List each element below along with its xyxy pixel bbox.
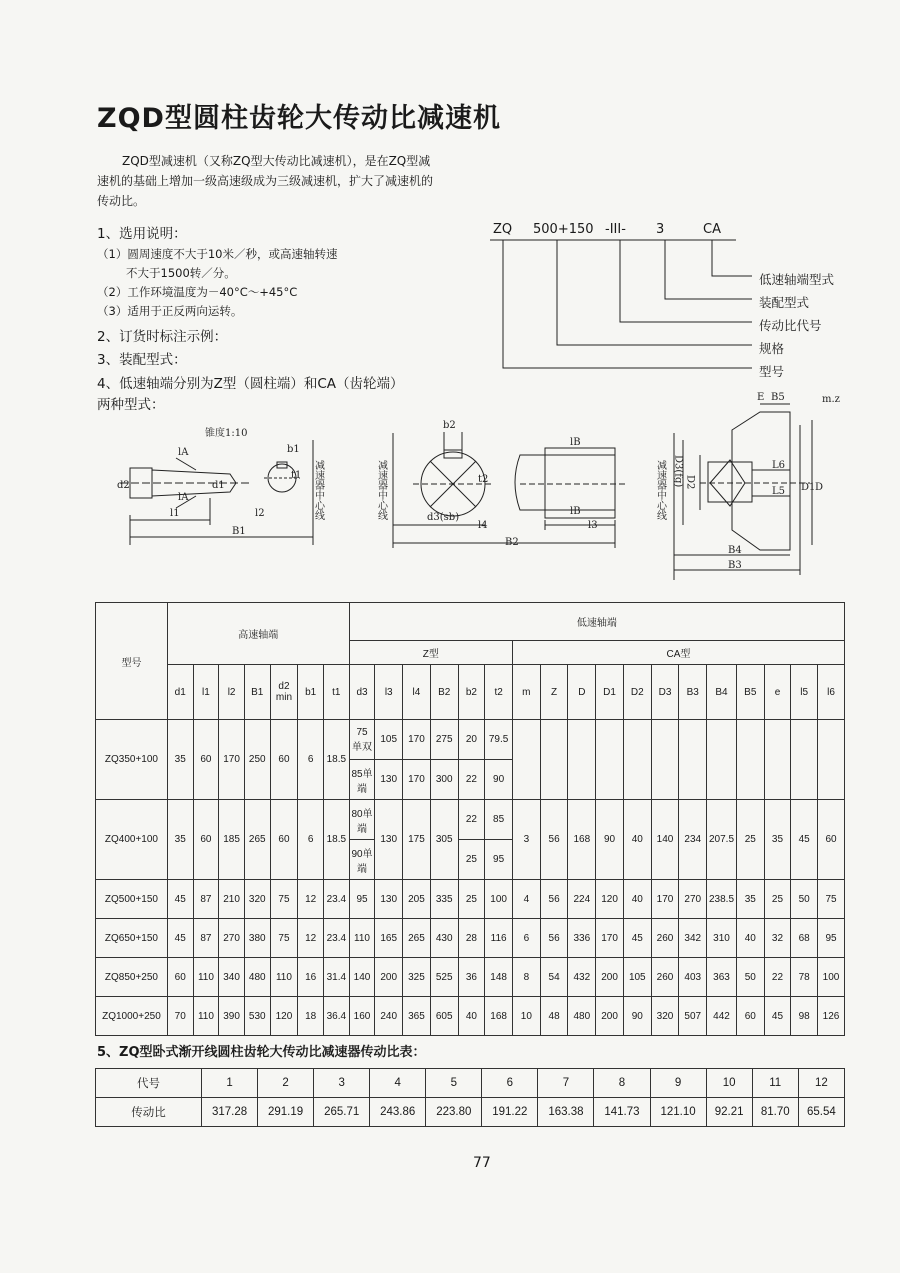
header-ca-type: CA型 (512, 641, 844, 665)
value-cell: 432 (568, 958, 596, 997)
intro-paragraph: ZQD型减速机（又称ZQ型大传动比减速机），是在ZQ型减速机的基础上增加一级高速级成为三级减速机，扩大了减速机的传动比。 (97, 154, 434, 208)
ratio-value-cell: 163.38 (538, 1098, 594, 1127)
legend-model: 型号 (759, 364, 785, 379)
col-e: e (764, 665, 791, 720)
col-B1: B1 (244, 665, 270, 720)
col-D3: D3 (651, 665, 679, 720)
ratio-code-cell: 10 (706, 1069, 752, 1098)
legend-ratio-code: 传动比代号 (759, 318, 822, 333)
value-cell: 45 (167, 919, 193, 958)
value-cell: 12 (298, 919, 324, 958)
lbl-d3sb: d3(sb) (427, 512, 460, 523)
value-cell: 200 (596, 958, 624, 997)
lbl-b1-key: b1 (287, 444, 300, 455)
lbl-b2-width: B2 (505, 537, 519, 548)
table-row (96, 958, 845, 997)
value-cell: 22 (764, 958, 791, 997)
value-cell: 75 (818, 880, 845, 919)
ratio-value-cell: 223.80 (426, 1098, 482, 1127)
value-cell: 170 (651, 880, 679, 919)
lbl-b1: B1 (232, 526, 246, 537)
lbl-D1: D1 (801, 482, 816, 493)
table-row: 85单 端 130 170 300 22 90 (96, 760, 845, 800)
value-cell: 28 (458, 919, 485, 958)
value-cell: 320 (244, 880, 270, 919)
value-cell: 238.5 (707, 880, 737, 919)
ratio-code-cell: 11 (752, 1069, 798, 1098)
ratio-value-cell: 81.70 (752, 1098, 798, 1127)
value-cell: 342 (679, 919, 707, 958)
lbl-D: D (815, 482, 824, 493)
ratio-code-cell: 3 (314, 1069, 370, 1098)
value-cell: 100 (485, 880, 513, 919)
value-cell: 95 (818, 919, 845, 958)
lbl-center-line-2: 减速器中心线 (375, 460, 387, 520)
lbl-l1: l1 (170, 508, 180, 519)
header-z-type: Z型 (349, 641, 512, 665)
code-part-ratio: -III- (605, 222, 626, 237)
value-cell: 87 (193, 880, 219, 919)
model-cell: ZQ500+150 (96, 880, 168, 919)
value-cell: 200 (375, 958, 403, 997)
value-cell: 525 (430, 958, 458, 997)
value-cell: 260 (651, 958, 679, 997)
table-row: ZQ400+100 35 60 185 265 60 6 18.5 80单 端 130 175 305 22 85 3 56 168 90 40 140 234 207.5 25 35 45 60 (96, 800, 845, 840)
col-l5: l5 (791, 665, 818, 720)
value-cell: 8 (512, 958, 540, 997)
value-cell: 110 (193, 958, 219, 997)
value-cell: 116 (485, 919, 513, 958)
technical-drawings (0, 0, 900, 600)
value-cell: 110 (349, 919, 375, 958)
value-cell: 56 (540, 919, 568, 958)
value-cell: 320 (651, 997, 679, 1036)
value-cell: 45 (623, 919, 651, 958)
value-cell: 130 (375, 880, 403, 919)
value-cell: 605 (430, 997, 458, 1036)
value-cell: 325 (403, 958, 431, 997)
value-cell: 75 (270, 919, 298, 958)
legend-spec: 规格 (759, 341, 785, 356)
value-cell: 31.4 (324, 958, 350, 997)
ratio-value-cell: 291.19 (258, 1098, 314, 1127)
value-cell: 260 (651, 919, 679, 958)
value-cell: 310 (707, 919, 737, 958)
value-cell: 480 (568, 997, 596, 1036)
ratio-value-cell: 265.71 (314, 1098, 370, 1127)
lbl-L5: L5 (772, 486, 786, 497)
dimension-table (95, 602, 845, 1036)
table-row (96, 880, 845, 919)
value-cell: 110 (193, 997, 219, 1036)
value-cell: 270 (219, 919, 245, 958)
ratio-value-row (96, 1098, 845, 1127)
col-m: m (512, 665, 540, 720)
lbl-lb-top: lB (570, 437, 581, 448)
section-3-heading: 3、装配型式： (97, 352, 187, 368)
ratio-value-cell: 141.73 (594, 1098, 650, 1127)
value-cell: 200 (596, 997, 624, 1036)
col-b2: b2 (458, 665, 485, 720)
value-cell: 120 (270, 997, 298, 1036)
lbl-d3fg: D3(fg) (672, 455, 684, 488)
value-cell: 36.4 (324, 997, 350, 1036)
col-Z: Z (540, 665, 568, 720)
value-cell: 35 (736, 880, 764, 919)
ratio-value-label: 传动比 (96, 1098, 202, 1127)
value-cell: 105 (623, 958, 651, 997)
lbl-l4: l4 (478, 520, 488, 531)
value-cell: 442 (707, 997, 737, 1036)
ratio-value-cell: 317.28 (202, 1098, 258, 1127)
value-cell: 430 (430, 919, 458, 958)
value-cell: 75 (270, 880, 298, 919)
value-cell: 60 (167, 958, 193, 997)
header-model: 型号 (96, 603, 168, 720)
ratio-code-cell: 12 (798, 1069, 844, 1098)
col-D: D (568, 665, 596, 720)
ratio-code-row (96, 1069, 845, 1098)
col-B2: B2 (430, 665, 458, 720)
value-cell: 336 (568, 919, 596, 958)
value-cell: 25 (458, 880, 485, 919)
value-cell: 68 (791, 919, 818, 958)
value-cell: 168 (485, 997, 513, 1036)
lbl-center-line-3: 减速器中心线 (654, 460, 666, 520)
lbl-d1: d1 (212, 480, 225, 491)
col-B5: B5 (736, 665, 764, 720)
lbl-d2: d2 (117, 480, 130, 491)
value-cell: 530 (244, 997, 270, 1036)
col-d1: d1 (167, 665, 193, 720)
col-B4: B4 (707, 665, 737, 720)
code-part-size: 500+150 (533, 222, 594, 237)
ratio-code-cell: 6 (482, 1069, 538, 1098)
note-3: （3）适用于正反两向运转。 (97, 304, 243, 318)
lbl-mz: m.z (822, 394, 840, 405)
value-cell: 170 (596, 919, 624, 958)
ratio-code-cell: 9 (650, 1069, 706, 1098)
value-cell: 380 (244, 919, 270, 958)
value-cell: 54 (540, 958, 568, 997)
ratio-code-label: 代号 (96, 1069, 202, 1098)
value-cell: 87 (193, 919, 219, 958)
lbl-l2: l2 (255, 508, 265, 519)
ratio-code-cell: 1 (202, 1069, 258, 1098)
value-cell: 403 (679, 958, 707, 997)
lbl-t2: t2 (478, 474, 489, 485)
value-cell: 10 (512, 997, 540, 1036)
value-cell: 90 (623, 997, 651, 1036)
value-cell: 6 (512, 919, 540, 958)
value-cell: 270 (679, 880, 707, 919)
table-row: 90单 端 25 95 (96, 840, 845, 880)
table-row: ZQ350+100 35 60 170 250 60 6 18.5 75 单双 105 170 275 20 79.5 (96, 720, 845, 760)
code-part-model: ZQ (493, 222, 513, 237)
page-title: ZQD型圆柱齿轮大传动比减速机 (97, 103, 501, 134)
value-cell: 224 (568, 880, 596, 919)
value-cell: 126 (818, 997, 845, 1036)
ratio-code-cell: 7 (538, 1069, 594, 1098)
value-cell: 45 (764, 997, 791, 1036)
lbl-l3: l3 (588, 520, 598, 531)
lbl-b2: b2 (443, 420, 456, 431)
value-cell: 32 (764, 919, 791, 958)
value-cell: 165 (375, 919, 403, 958)
value-cell: 240 (375, 997, 403, 1036)
value-cell: 45 (167, 880, 193, 919)
value-cell: 365 (403, 997, 431, 1036)
lbl-e: E (757, 392, 765, 403)
value-cell: 40 (623, 880, 651, 919)
legend-assembly: 装配型式 (759, 295, 810, 310)
col-D1: D1 (596, 665, 624, 720)
lbl-B4: B4 (728, 545, 742, 556)
ratio-code-cell: 4 (370, 1069, 426, 1098)
model-cell: ZQ1000+250 (96, 997, 168, 1036)
value-cell: 78 (791, 958, 818, 997)
value-cell: 110 (270, 958, 298, 997)
lbl-b5: B5 (771, 392, 785, 403)
value-cell: 340 (219, 958, 245, 997)
value-cell: 95 (349, 880, 375, 919)
value-cell: 210 (219, 880, 245, 919)
value-cell: 335 (430, 880, 458, 919)
section-2-heading: 2、订货时标注示例： (97, 329, 228, 345)
model-cell: ZQ650+150 (96, 919, 168, 958)
col-B3: B3 (679, 665, 707, 720)
table-row (96, 997, 845, 1036)
lbl-taper: 锥度1:10 (205, 428, 248, 439)
lbl-t1: t1 (291, 470, 302, 481)
ratio-value-cell: 191.22 (482, 1098, 538, 1127)
lbl-B3: B3 (728, 560, 742, 571)
ratio-value-cell: 92.21 (706, 1098, 752, 1127)
value-cell: 48 (540, 997, 568, 1036)
value-cell: 98 (791, 997, 818, 1036)
col-l1: l1 (193, 665, 219, 720)
value-cell: 16 (298, 958, 324, 997)
note-2: （2）工作环境温度为－40°C～+45°C (97, 285, 298, 299)
model-cell: ZQ850+250 (96, 958, 168, 997)
value-cell: 480 (244, 958, 270, 997)
col-D2: D2 (623, 665, 651, 720)
lbl-la-bottom: lA (178, 492, 189, 503)
col-b1: b1 (298, 665, 324, 720)
value-cell: 120 (596, 880, 624, 919)
value-cell: 18 (298, 997, 324, 1036)
value-cell: 23.4 (324, 880, 350, 919)
value-cell: 23.4 (324, 919, 350, 958)
note-1a: （1）圆周速度不大于10米／秒，或高速轴转速 (97, 247, 338, 261)
col-l6: l6 (818, 665, 845, 720)
value-cell: 50 (791, 880, 818, 919)
lbl-L6: L6 (772, 460, 786, 471)
value-cell: 265 (403, 919, 431, 958)
lbl-lb-bottom: lB (570, 506, 581, 517)
ratio-value-cell: 243.86 (370, 1098, 426, 1127)
ratio-code-cell: 8 (594, 1069, 650, 1098)
table-row (96, 919, 845, 958)
value-cell: 4 (512, 880, 540, 919)
code-part-shaft: CA (703, 222, 721, 237)
ratio-value-cell: 121.10 (650, 1098, 706, 1127)
value-cell: 25 (764, 880, 791, 919)
lbl-la-top: lA (178, 447, 189, 458)
section-1-heading: 1、选用说明： (97, 226, 187, 242)
value-cell: 40 (736, 919, 764, 958)
value-cell: 12 (298, 880, 324, 919)
value-cell: 100 (818, 958, 845, 997)
ratio-table (95, 1068, 845, 1127)
value-cell: 36 (458, 958, 485, 997)
col-l3: l3 (375, 665, 403, 720)
value-cell: 390 (219, 997, 245, 1036)
value-cell: 205 (403, 880, 431, 919)
ratio-code-cell: 5 (426, 1069, 482, 1098)
value-cell: 50 (736, 958, 764, 997)
note-1b: 不大于1500转／分。 (126, 266, 236, 280)
value-cell: 56 (540, 880, 568, 919)
value-cell: 40 (458, 997, 485, 1036)
col-t1: t1 (324, 665, 350, 720)
value-cell: 60 (736, 997, 764, 1036)
code-part-assembly: 3 (656, 222, 665, 237)
col-t2: t2 (485, 665, 513, 720)
section-4-heading: 4、低速轴端分别为Z型（圆柱端）和CA（齿轮端） (97, 376, 404, 392)
lbl-center-line-1: 减速器中心线 (312, 460, 324, 520)
lbl-D2: D2 (684, 475, 696, 490)
value-cell: 148 (485, 958, 513, 997)
value-cell: 140 (349, 958, 375, 997)
ratio-value-cell: 65.54 (798, 1098, 844, 1127)
legend-shaft-type: 低速轴端型式 (759, 272, 835, 287)
value-cell: 363 (707, 958, 737, 997)
page-number: 77 (473, 1155, 491, 1171)
value-cell: 507 (679, 997, 707, 1036)
ratio-code-cell: 2 (258, 1069, 314, 1098)
col-l2: l2 (219, 665, 245, 720)
section-4-heading-cont: 两种型式： (97, 397, 165, 413)
value-cell: 70 (167, 997, 193, 1036)
value-cell: 160 (349, 997, 375, 1036)
header-low-speed: 低速轴端 (349, 603, 844, 641)
header-high-speed: 高速轴端 (167, 603, 349, 665)
col-d2min: d2 min (270, 665, 298, 720)
col-l4: l4 (403, 665, 431, 720)
ratio-section-title: 5、ZQ型卧式渐开线圆柱齿轮大传动比减速器传动比表： (97, 1045, 426, 1060)
col-d3: d3 (349, 665, 375, 720)
